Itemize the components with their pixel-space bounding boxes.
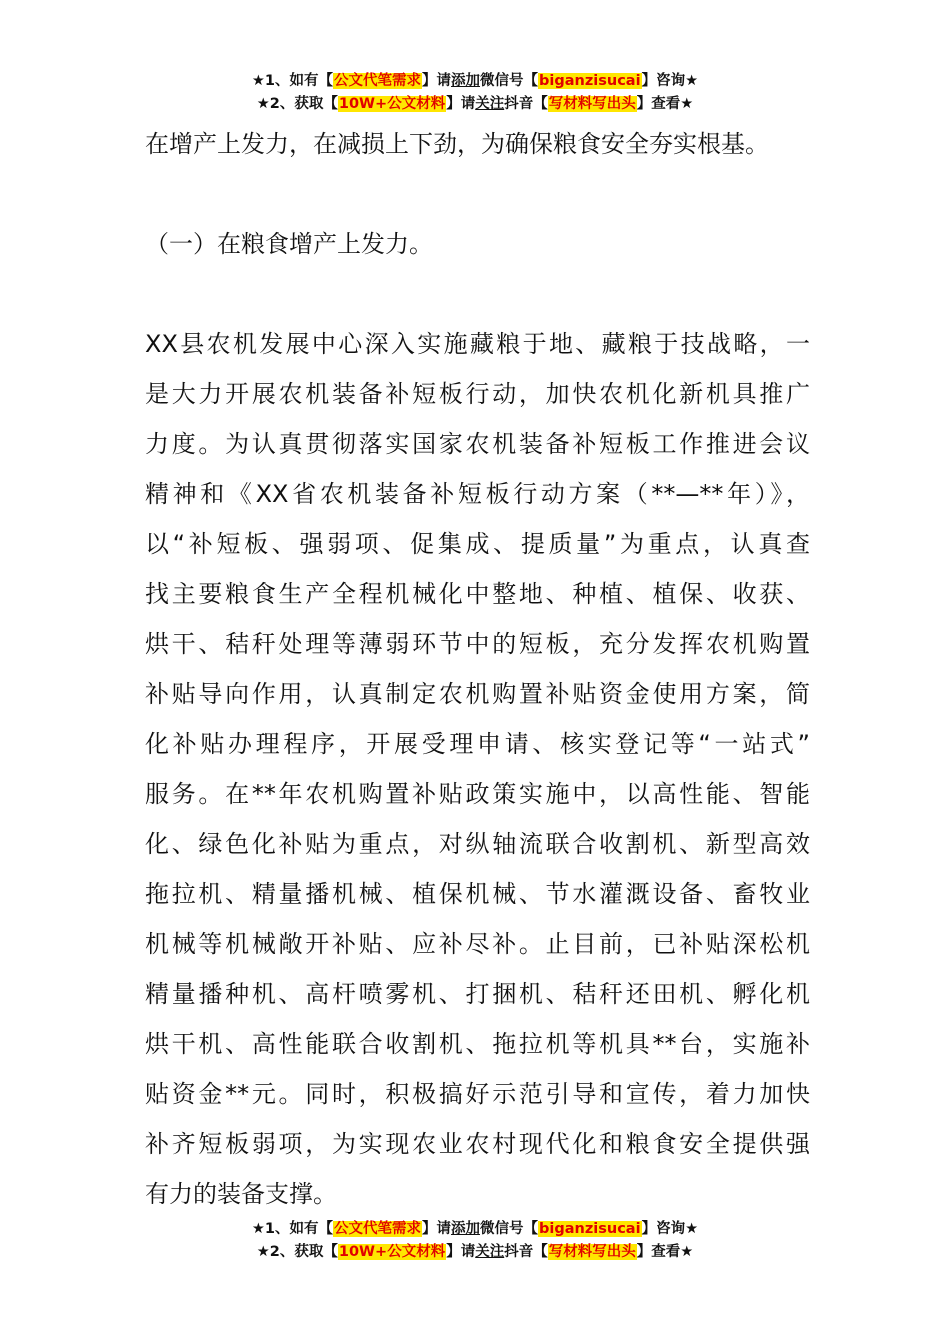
promo-text: 】咨询★ xyxy=(641,73,699,89)
promo-text: 】查看★ xyxy=(636,1244,694,1260)
promo-text: ★2、获取【 xyxy=(256,1244,338,1260)
promo-text: 抖音【 xyxy=(504,96,548,112)
body-line: 服务。在**年农机购置补贴政策实施中，以高性能、智能 xyxy=(145,780,810,808)
promo-text: 】请 xyxy=(446,96,476,112)
promo-underline: 关注 xyxy=(475,96,505,112)
section-heading: （一）在粮食增产上发力。 xyxy=(145,230,433,258)
promo-text: 抖音【 xyxy=(504,1244,548,1260)
promo-text: 】请 xyxy=(422,1221,452,1237)
promo-text: ★2、获取【 xyxy=(256,96,338,112)
body-line: 补齐短板弱项，为实现农业农村现代化和粮食安全提供强 xyxy=(145,1130,810,1158)
promo-highlight: 公文代笔需求 xyxy=(334,73,422,89)
promo-highlight-wechat: biganzisucai xyxy=(539,1221,641,1237)
promo-line-2 xyxy=(0,93,950,116)
body-line: 精神和《XX省农机装备补短板行动方案（**—**年）》， xyxy=(145,480,810,508)
promo-underline: 添加 xyxy=(451,1221,481,1237)
promo-text: ★1、如有【 xyxy=(251,73,334,89)
body-line: 有力的装备支撑。 xyxy=(145,1180,337,1208)
promo-banner-bottom xyxy=(0,1218,950,1264)
promo-highlight: 10W+公文材料 xyxy=(338,1244,446,1260)
promo-line-1 xyxy=(0,70,950,93)
promo-highlight-douyin: 写材料写出头 xyxy=(548,96,636,112)
body-line: 是大力开展农机装备补短板行动，加快农机化新机具推广 xyxy=(145,380,810,408)
promo-text: 】请 xyxy=(446,1244,476,1260)
promo-text: 】请 xyxy=(422,73,452,89)
promo-text: ★1、如有【 xyxy=(251,1221,334,1237)
body-line: 找主要粮食生产全程机械化中整地、种植、植保、收获、 xyxy=(145,580,810,608)
promo-highlight: 公文代笔需求 xyxy=(334,1221,422,1237)
promo-underline: 添加 xyxy=(451,73,481,89)
body-line: 烘干机、高性能联合收割机、拖拉机等机具**台，实施补 xyxy=(145,1030,810,1058)
body-line: 机械等机械敞开补贴、应补尽补。止目前，已补贴深松机 xyxy=(145,930,810,958)
body-line: 精量播种机、高杆喷雾机、打捆机、秸秆还田机、孵化机 xyxy=(145,980,810,1008)
promo-line-2 xyxy=(0,1241,950,1264)
body-line: 拖拉机、精量播机械、植保机械、节水灌溉设备、畜牧业 xyxy=(145,880,810,908)
body-line: 补贴导向作用，认真制定农机购置补贴资金使用方案，简 xyxy=(145,680,810,708)
promo-text: 】查看★ xyxy=(636,96,694,112)
body-line: 贴资金**元。同时，积极搞好示范引导和宣传，着力加快 xyxy=(145,1080,810,1108)
promo-banner-top xyxy=(0,70,950,116)
body-line: 化、绿色化补贴为重点，对纵轴流联合收割机、新型高效 xyxy=(145,830,810,858)
body-line: 以“补短板、强弱项、促集成、提质量”为重点，认真查 xyxy=(145,530,810,558)
promo-underline: 关注 xyxy=(475,1244,505,1260)
promo-text: 微信号【 xyxy=(480,73,539,89)
promo-line-1 xyxy=(0,1218,950,1241)
promo-highlight-wechat: biganzisucai xyxy=(539,73,641,89)
body-line: 力度。为认真贯彻落实国家农机装备补短板工作推进会议 xyxy=(145,430,810,458)
promo-highlight: 10W+公文材料 xyxy=(338,96,446,112)
body-line: 化补贴办理程序，开展受理申请、核实登记等“一站式” xyxy=(145,730,810,758)
body-line: 在增产上发力，在减损上下劲，为确保粮食安全夯实根基。 xyxy=(145,130,769,158)
body-line: 烘干、秸秆处理等薄弱环节中的短板，充分发挥农机购置 xyxy=(145,630,810,658)
promo-text: 微信号【 xyxy=(480,1221,539,1237)
promo-highlight-douyin: 写材料写出头 xyxy=(548,1244,636,1260)
promo-text: 】咨询★ xyxy=(641,1221,699,1237)
body-line: XX县农机发展中心深入实施藏粮于地、藏粮于技战略，一 xyxy=(145,330,810,358)
